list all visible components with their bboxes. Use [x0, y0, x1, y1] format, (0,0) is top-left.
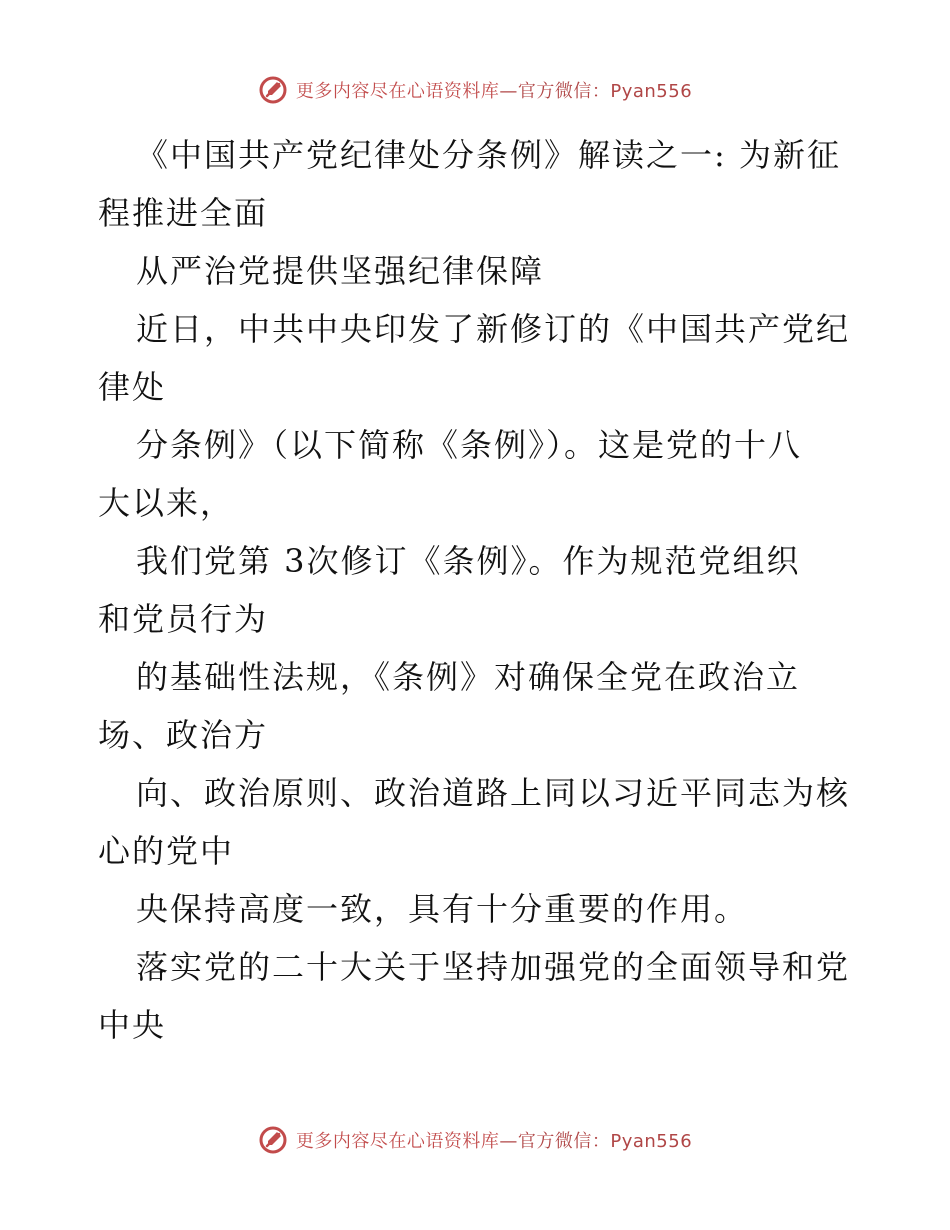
paragraph-line: 律处 — [98, 368, 167, 406]
paragraph-line: 中央 — [98, 1006, 167, 1044]
paragraph-line: 向、政治原则、政治道路上同以习近平同志为核 — [136, 774, 851, 812]
quill-seal-icon — [258, 75, 288, 105]
paragraph-line: 分条例》（以下简称《条例》）。这是党的十八 — [136, 426, 803, 464]
header-watermark — [0, 70, 950, 110]
paragraph-line: 心的党中 — [98, 832, 235, 870]
paragraph-line: 和党员行为 — [98, 600, 269, 638]
quill-seal-icon — [258, 1125, 288, 1155]
paragraph-line: 落实党的二十大关于坚持加强党的全面领导和党 — [136, 948, 851, 986]
paragraph-line: 我们党第 3次修订《条例》。作为规范党组织 — [136, 542, 801, 580]
document-body — [98, 126, 858, 1054]
footer-watermark — [0, 1120, 950, 1160]
paragraph-line: 的基础性法规，《条例》对确保全党在政治立 — [136, 658, 801, 696]
document-title-line: 《中国共产党纪律处分条例》解读之一: 为新征 — [136, 136, 841, 174]
paragraph-line: 央保持高度一致，具有十分重要的作用。 — [136, 890, 749, 928]
document-subtitle-line: 从严治党提供坚强纪律保障 — [136, 252, 545, 290]
paragraph-line: 近日，中共中央印发了新修订的《中国共产党纪 — [136, 310, 851, 348]
paragraph-line: 大以来， — [98, 484, 235, 522]
watermark-text: 更多内容尽在心语资料库—官方微信：Pyan556 — [295, 81, 693, 102]
watermark-text: 更多内容尽在心语资料库—官方微信：Pyan556 — [295, 1131, 693, 1152]
paragraph-line: 场、政治方 — [98, 716, 269, 754]
document-title-line: 程推进全面 — [98, 194, 269, 232]
